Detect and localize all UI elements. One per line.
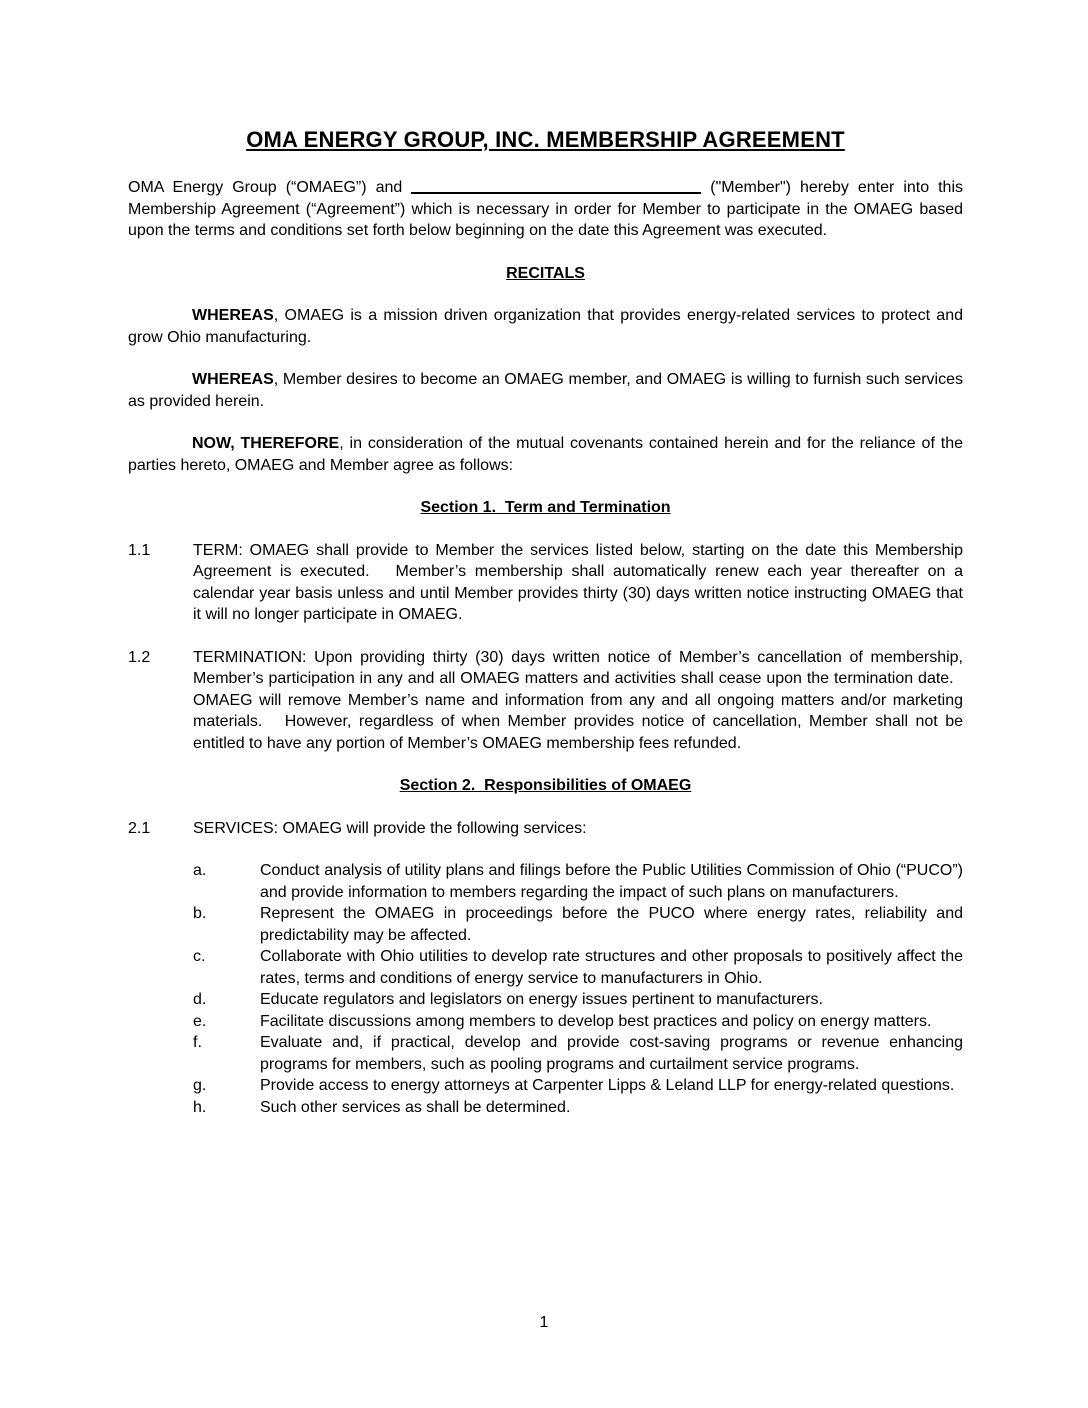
clause-2-1-number: 2.1 [128, 819, 151, 837]
service-b-letter: b. [193, 905, 207, 922]
member-name-blank-line [411, 192, 701, 194]
service-f-letter: f. [193, 1034, 202, 1051]
clause-2-1-text: SERVICES: OMAEG will provide the following services: [193, 819, 587, 837]
clause-1-2-text: TERMINATION: Upon providing thirty (30) days written notice of Member’s cancellation of membership, Member’s participation in any and all OMAEG matters and activities shall cease upon the termination date. OMAEG will remove Member’s name and information from any and all ongoing matters and/or marketing materials. However, regardless of when Member provides notice of cancellation, Member shall not be entitled to have any portion of Member’s OMAEG membership fees refunded. [193, 648, 963, 752]
service-item-c [193, 946, 963, 989]
clause-1-1-number: 1.1 [128, 541, 151, 559]
service-g-letter: g. [193, 1077, 207, 1094]
recital-paragraph-3 [128, 433, 963, 476]
page-number: 1 [539, 1314, 549, 1331]
service-a-letter: a. [193, 862, 207, 879]
service-h-text: Such other services as shall be determined. [260, 1098, 571, 1116]
intro-paragraph [128, 177, 963, 242]
recital-1-text: , OMAEG is a mission driven organization that provides energy-related services to protect and grow Ohio manufacturing. [128, 307, 963, 346]
service-h-letter: h. [193, 1098, 207, 1116]
recital-3-text: , in consideration of the mutual covenants contained herein and for the reliance of the parties hereto, OMAEG and Member agree as follows: [128, 435, 963, 474]
service-f-text: Evaluate and, if practical, develop and provide cost-saving programs or revenue enhancing programs for members, such as pooling programs and curtailment service programs. [260, 1034, 963, 1073]
recital-paragraph-2 [128, 369, 963, 412]
service-item-b [193, 903, 963, 946]
clause-1-2-number: 1.2 [128, 648, 151, 666]
recital-3-lead: NOW, THEREFORE [192, 435, 340, 452]
service-item-f [193, 1032, 963, 1075]
service-a-text: Conduct analysis of utility plans and filings before the Public Utilities Commission of Ohio (“PUCO”) and provide information to members regarding the impact of such plans on manufacturers. [260, 862, 963, 901]
service-item-d [193, 989, 963, 1011]
intro-text-after-blank: ("Member") hereby enter into this Membership Agreement (“Agreement”) which is necessary in order for Member to participate in the OMAEG based upon the terms and conditions set forth below beginning on the date this Agreement was executed. [128, 179, 964, 239]
service-d-text: Educate regulators and legislators on energy issues pertinent to manufacturers. [260, 991, 823, 1008]
recital-1-lead: WHEREAS [192, 307, 274, 324]
recital-paragraph-1 [128, 305, 963, 348]
service-item-e [193, 1011, 963, 1033]
service-b-text: Represent the OMAEG in proceedings before the PUCO where energy rates, reliability and predictability may be affected. [260, 905, 963, 944]
intro-text-before-blank: OMA Energy Group (“OMAEG”) and [128, 179, 403, 196]
clause-1-2 [128, 647, 963, 755]
recital-2-text: , Member desires to become an OMAEG member, and OMAEG is willing to furnish such services as provided herein. [128, 371, 963, 410]
clause-1-1-text: TERM: OMAEG shall provide to Member the services listed below, starting on the date this Membership Agreement is executed. Member’s membership shall automatically renew each year thereafter on a calendar year basis unless and until Member provides thirty (30) days written notice instructing OMAEG that it will no longer participate in OMAEG. [193, 541, 963, 623]
service-item-a [193, 860, 963, 903]
clause-1-1 [128, 540, 963, 626]
service-c-letter: c. [193, 948, 206, 965]
service-c-text: Collaborate with Ohio utilities to develop rate structures and other proposals to positively affect the rates, terms and conditions of energy service to manufacturers in Ohio. [260, 948, 963, 987]
section-2-heading: Section 2. Responsibilities of OMAEG [399, 777, 692, 794]
service-d-letter: d. [193, 991, 207, 1008]
recitals-heading: RECITALS [506, 264, 585, 282]
service-item-h [193, 1097, 963, 1119]
section-1-heading: Section 1. Term and Termination [420, 499, 671, 516]
service-item-g [193, 1075, 963, 1097]
service-e-text: Facilitate discussions among members to develop best practices and policy on energy matters. [260, 1012, 932, 1030]
service-e-letter: e. [193, 1012, 207, 1030]
recital-2-lead: WHEREAS [192, 371, 274, 388]
service-g-text: Provide access to energy attorneys at Carpenter Lipps & Leland LLP for energy-related questions. [260, 1077, 955, 1094]
services-list [128, 860, 963, 1118]
clause-2-1 [128, 818, 963, 840]
document-title: OMA ENERGY GROUP, INC. MEMBERSHIP AGREEMENT [246, 127, 845, 152]
